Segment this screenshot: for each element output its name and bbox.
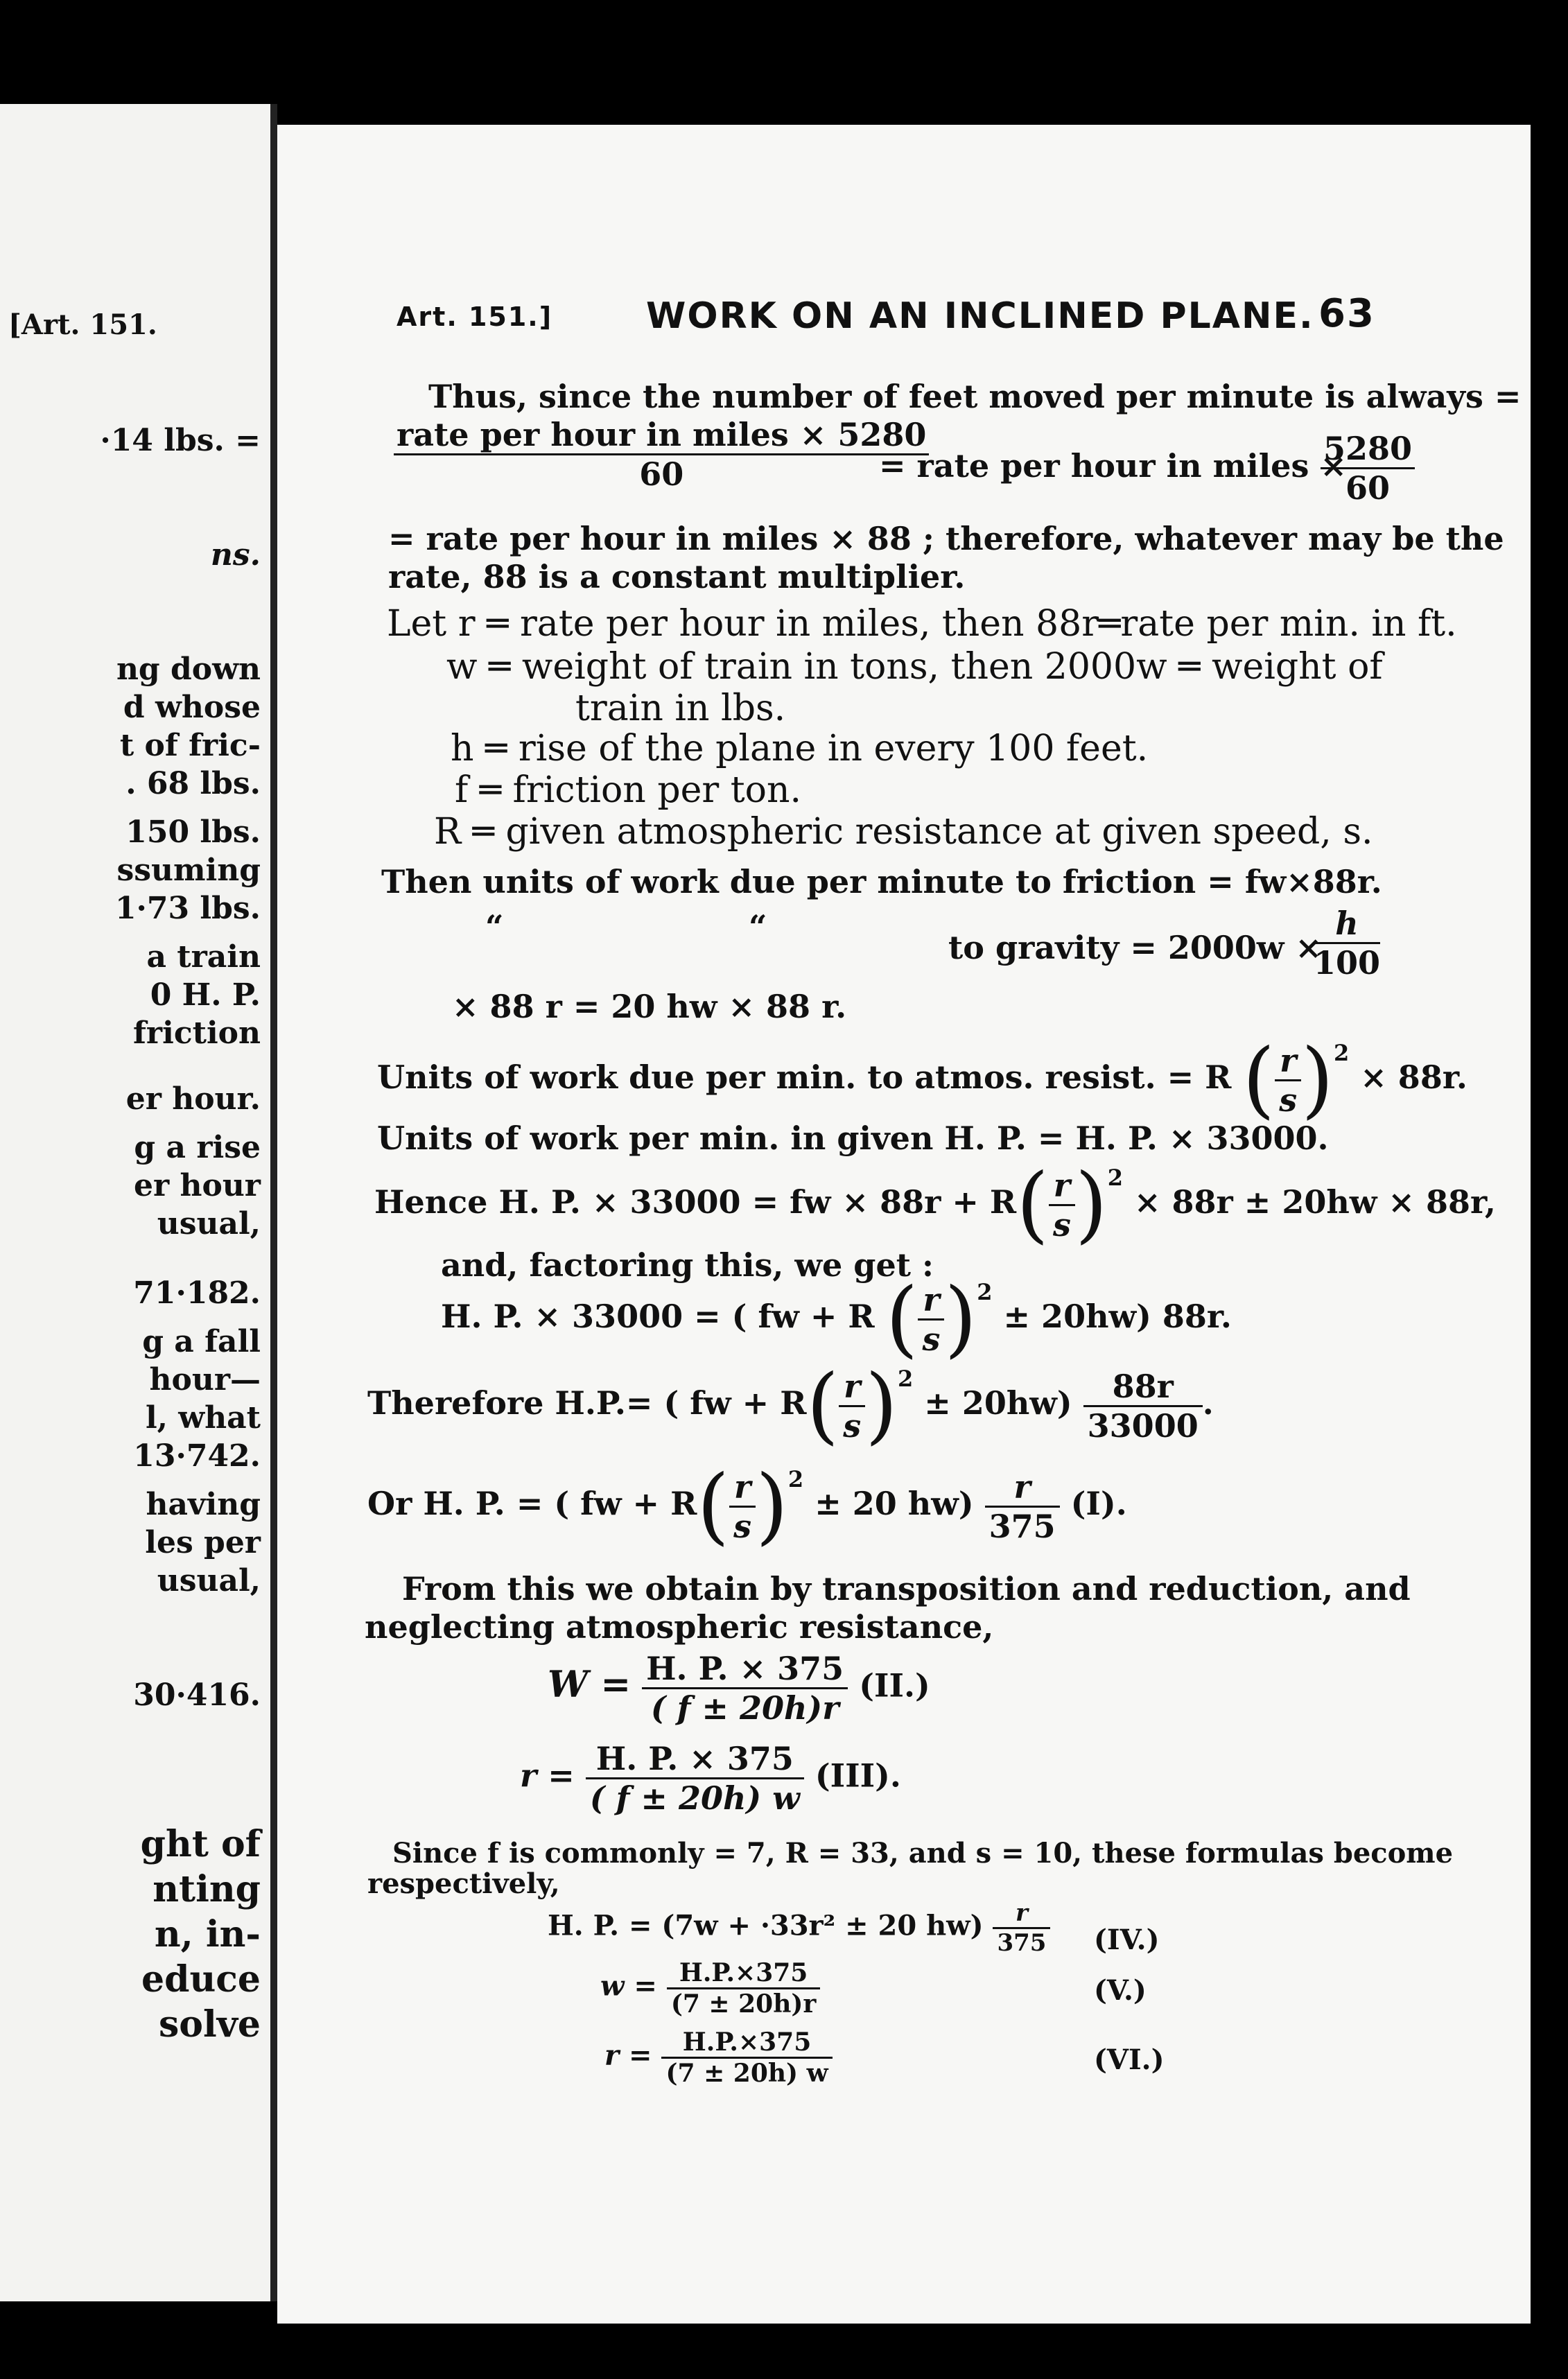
hence-frac-num: r xyxy=(1049,1167,1075,1206)
left-line: having xyxy=(146,1487,261,1522)
gravity-fraction xyxy=(1314,905,1380,982)
left-line: 1·73 lbs. xyxy=(114,891,261,926)
para1-line1: Thus, since the number of feet moved per minute is always = xyxy=(428,378,1522,415)
page xyxy=(277,125,1531,2324)
eq-V-tag: (V.) xyxy=(1094,1974,1147,2007)
def-w: w ═ weight of train in tons, then 2000w ═ weight of xyxy=(446,646,1383,688)
left-line: educe xyxy=(141,1958,261,2001)
previous-page-header: [Art. 151. xyxy=(8,308,157,341)
eq-IV-text: H. P. = (7w + ·33r² ± 20 hw) xyxy=(548,1909,984,1942)
eq-III-lhs: r = xyxy=(520,1757,575,1795)
page-title: WORK ON AN INCLINED PLANE. xyxy=(646,295,1314,337)
eq-II-lhs: W = xyxy=(548,1663,631,1706)
eq-IV-den: 375 xyxy=(997,1929,1047,1957)
para2-line1: From this we obtain by transposition and reduction, and xyxy=(402,1570,1411,1607)
left-line: 71·182. xyxy=(133,1275,261,1311)
eq-V-num: H.P.×375 xyxy=(667,1958,821,1989)
atmos-text: Units of work due per min. to atmos. resist. = R xyxy=(377,1058,1232,1096)
work-atmos xyxy=(377,1031,1467,1128)
para1-line4: rate, 88 is a constant multiplier. xyxy=(388,558,966,595)
left-line: d whose xyxy=(123,690,261,725)
left-line: 0 H. P. xyxy=(150,977,261,1013)
exponent: 2 xyxy=(787,1466,804,1492)
eq-I-tag: (I). xyxy=(1070,1485,1127,1522)
eq-V-den: (7 ± 20h)r xyxy=(670,1989,817,2019)
gravity-frac-num: h xyxy=(1314,905,1380,944)
left-line: t of fric- xyxy=(119,728,261,763)
left-line: er hour. xyxy=(125,1081,261,1117)
left-line: ght of xyxy=(140,1823,261,1865)
hence-text: Hence H. P. × 33000 = fw × 88r + R xyxy=(374,1183,1017,1221)
eq-IV xyxy=(548,1899,1050,1957)
eq-I-mid: ± 20 hw) xyxy=(815,1485,974,1522)
para3-line1: Since f is commonly = 7, R = 33, and s = 10, these formulas become xyxy=(392,1837,1454,1870)
left-line: 150 lbs. xyxy=(125,814,261,850)
factored-text: H. P. × 33000 = ( fw + R xyxy=(441,1298,875,1335)
exponent: 2 xyxy=(1333,1040,1350,1066)
factored-frac-den: s xyxy=(922,1320,941,1358)
paren-close: ) xyxy=(756,1458,788,1554)
therefore-frac-den: s xyxy=(843,1406,862,1445)
factored-frac-num: r xyxy=(918,1281,944,1321)
para1-frac-den: 60 xyxy=(639,455,684,493)
left-line: usual, xyxy=(157,1206,261,1241)
para1-fraction xyxy=(394,416,929,493)
work-gravity: to gravity = 2000w × xyxy=(948,929,1323,966)
para1-frac2-den: 60 xyxy=(1345,469,1391,507)
therefore-text: Therefore H.P.= ( fw + R xyxy=(367,1384,807,1422)
paren-open: ( xyxy=(1242,1031,1275,1128)
left-line: usual, xyxy=(157,1563,261,1598)
eq-II xyxy=(548,1650,930,1727)
therefore-eq: Therefore H.P.= ( fw + R( $\frac{r}{s}$ )$^2$ ± 20hw) $\frac{88r}{33000}$ . xyxy=(367,1357,1214,1454)
ditto-mark: “ xyxy=(485,908,504,946)
eq-I xyxy=(367,1458,1127,1554)
left-line: n, in- xyxy=(154,1913,261,1955)
def-f: f ═ friction per ton. xyxy=(455,769,801,811)
eq-VI-num: H.P.×375 xyxy=(661,2028,832,2059)
exponent: 2 xyxy=(1107,1165,1123,1191)
def-R: R ═ given atmospheric resistance at given speed, s. xyxy=(434,811,1373,853)
para1-line3: = rate per hour in miles × 88 ; therefore, whatever may be the xyxy=(388,520,1504,557)
article-ref: Art. 151.] xyxy=(397,302,553,332)
hence-post: × 88r ± 20hw × 88r, xyxy=(1133,1183,1496,1221)
left-line: g a rise xyxy=(134,1130,261,1165)
left-line: er hour xyxy=(133,1168,261,1203)
eq-I-frac2-den: 375 xyxy=(988,1507,1056,1545)
work-gravity-line2: × 88 r = 20 hw × 88 r. xyxy=(452,988,847,1025)
left-line: . 68 lbs. xyxy=(125,766,261,801)
eq-IV-num: r xyxy=(993,1899,1050,1929)
para2-line2: neglecting atmospheric resistance, xyxy=(365,1608,994,1646)
eq-III xyxy=(520,1740,901,1817)
eq-I-frac2-num: r xyxy=(985,1468,1060,1508)
left-line: a train xyxy=(146,939,261,975)
paren-open: ( xyxy=(806,1357,839,1454)
eq-V xyxy=(600,1958,820,2019)
eq-I-text: Or H. P. = ( fw + R xyxy=(367,1485,697,1522)
exponent: 2 xyxy=(897,1366,914,1392)
left-line: ssuming xyxy=(116,853,261,888)
def-w-cont: train in lbs. xyxy=(575,688,786,729)
eq-II-num: H. P. × 375 xyxy=(642,1650,848,1689)
left-line: g a fall xyxy=(142,1324,261,1359)
left-line: l, what xyxy=(145,1400,261,1436)
therefore-frac2-num: 88r xyxy=(1083,1368,1203,1407)
left-line: ns. xyxy=(210,537,261,573)
eq-I-frac-num: r xyxy=(729,1468,756,1508)
eq-VI-tag: (VI.) xyxy=(1094,2044,1165,2076)
para3-line2: respectively, xyxy=(367,1867,560,1900)
left-line: les per xyxy=(145,1525,261,1560)
left-line: 13·742. xyxy=(133,1438,261,1474)
paren-open: ( xyxy=(885,1271,918,1367)
work-hp: Units of work per min. in given H. P. = H. P. × 33000. xyxy=(377,1119,1329,1157)
para1-frac2-num: 5280 xyxy=(1321,430,1415,469)
ditto-mark: “ xyxy=(749,908,767,946)
eq-II-den: ( f ± 20h)r xyxy=(650,1689,839,1727)
para1-mid: = rate per hour in miles × xyxy=(879,447,1347,485)
eq-III-den: ( f ± 20h) w xyxy=(589,1779,800,1817)
def-h: h ═ rise of the plane in every 100 feet. xyxy=(451,728,1149,769)
work-friction: Then units of work due per minute to friction = fw×88r. xyxy=(381,863,1382,900)
left-line: hour— xyxy=(149,1362,261,1397)
left-line: nting xyxy=(153,1868,261,1910)
hence-frac-den: s xyxy=(1052,1205,1071,1244)
left-line: solve xyxy=(158,2003,261,2046)
therefore-mid: ± 20hw) xyxy=(924,1384,1072,1422)
factored-eq xyxy=(441,1271,1232,1367)
eq-III-num: H. P. × 375 xyxy=(586,1740,804,1779)
factoring-text: and, factoring this, we get : xyxy=(441,1246,934,1284)
para1-fraction2 xyxy=(1321,430,1415,507)
left-line: ng down xyxy=(116,652,261,687)
gravity-frac-den: 100 xyxy=(1314,944,1381,982)
paren-open: ( xyxy=(697,1458,730,1554)
work-hence xyxy=(374,1156,1496,1253)
eq-I-frac-den: s xyxy=(733,1507,752,1545)
left-line: friction xyxy=(133,1016,261,1051)
paren-close: ) xyxy=(1301,1031,1334,1128)
factored-post: ± 20hw) 88r. xyxy=(1003,1298,1232,1335)
therefore-frac-num: r xyxy=(839,1368,865,1407)
therefore-frac2-den: 33000 xyxy=(1087,1406,1199,1445)
exponent: 2 xyxy=(977,1279,993,1305)
page-number: 63 xyxy=(1318,291,1375,336)
para1-frac-num: rate per hour in miles × 5280 xyxy=(394,416,929,455)
eq-VI-den: (7 ± 20h) w xyxy=(665,2059,828,2088)
eq-II-tag: (II.) xyxy=(859,1666,930,1705)
eq-III-tag: (III). xyxy=(815,1757,901,1795)
eq-VI-lhs: r = xyxy=(604,2039,652,2072)
left-line: 30·416. xyxy=(133,1678,261,1713)
atmos-post: × 88r. xyxy=(1360,1058,1467,1096)
eq-VI xyxy=(604,2028,833,2088)
paren-close: ) xyxy=(944,1271,977,1367)
paren-close: ) xyxy=(865,1357,898,1454)
eq-IV-tag: (IV.) xyxy=(1094,1924,1160,1956)
eq-V-lhs: w = xyxy=(600,1969,657,2003)
def-r: Let r ═ rate per hour in miles, then 88r═rate per min. in ft. xyxy=(387,603,1457,645)
previous-page xyxy=(0,104,277,2301)
left-line: ·14 lbs. = xyxy=(100,423,261,458)
atmos-frac-den: s xyxy=(1279,1081,1298,1119)
paren-open: ( xyxy=(1016,1156,1049,1253)
paren-close: ) xyxy=(1074,1156,1108,1253)
atmos-frac-num: r xyxy=(1275,1042,1301,1081)
